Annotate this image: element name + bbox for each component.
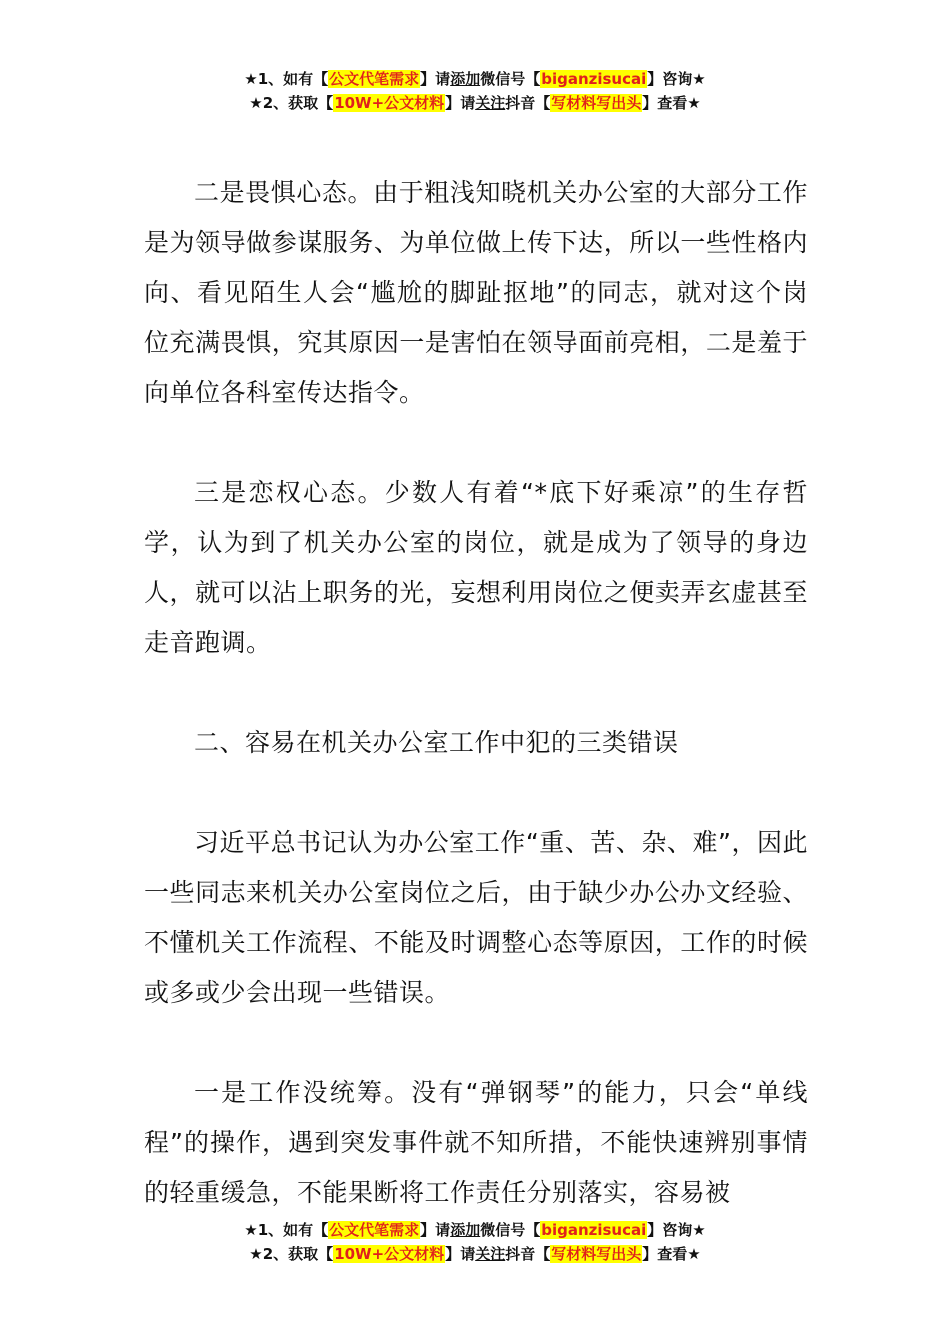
highlight-materials: 10W+公文材料 <box>334 94 445 112</box>
highlight-service: 公文代笔需求 <box>329 1221 420 1239</box>
paragraph-office-work: 习近平总书记认为办公室工作“重、苦、杂、难”，因此一些同志来机关办公室岗位之后，由于缺少办公办文经验、不懂机关工作流程、不能及时调整心态等原因，工作的时候或多或少会出现一些错误。 <box>144 828 808 1007</box>
highlight-materials: 10W+公文材料 <box>334 1245 445 1263</box>
banner-line-2: ★2、获取【10W+公文材料】请关注抖音【写材料写出头】查看★ <box>249 1245 701 1263</box>
highlight-wechat-id: biganzisucai <box>541 70 647 88</box>
highlight-douyin-id: 写材料写出头 <box>551 1245 642 1263</box>
header-banner <box>0 67 950 115</box>
banner-line-1: ★1、如有【公文代笔需求】请添加微信号【biganzisucai】咨询★ <box>244 1221 706 1239</box>
banner-line-2: ★2、获取【10W+公文材料】请关注抖音【写材料写出头】查看★ <box>249 94 701 112</box>
paragraph-no-coordination: 一是工作没统筹。没有“弹钢琴”的能力，只会“单线程”的操作，遇到突发事件就不知所措，不能快速辨别事情的轻重缓急，不能果断将工作责任分别落实，容易被 <box>144 1078 808 1207</box>
highlight-douyin-id: 写材料写出头 <box>551 94 642 112</box>
section-heading: 二、容易在机关办公室工作中犯的三类错误 <box>194 728 679 757</box>
banner-line-1: ★1、如有【公文代笔需求】请添加微信号【biganzisucai】咨询★ <box>244 70 706 88</box>
paragraph-power-mindset: 三是恋权心态。少数人有着“*底下好乘凉”的生存哲学，认为到了机关办公室的岗位，就是成为了领导的身边人，就可以沾上职务的光，妄想利用岗位之便卖弄玄虚甚至走音跑调。 <box>144 478 808 657</box>
highlight-service: 公文代笔需求 <box>329 70 420 88</box>
paragraph-fear-mindset: 二是畏惧心态。由于粗浅知晓机关办公室的大部分工作是为领导做参谋服务、为单位做上传下达，所以一些性格内向、看见陌生人会“尴尬的脚趾抠地”的同志，就对这个岗位充满畏惧，究其原因一是害怕在领导面前亮相，二是羞于向单位各科室传达指令。 <box>144 178 808 407</box>
highlight-wechat-id: biganzisucai <box>541 1221 647 1239</box>
footer-banner <box>0 1218 950 1266</box>
document-body <box>144 168 808 1268</box>
